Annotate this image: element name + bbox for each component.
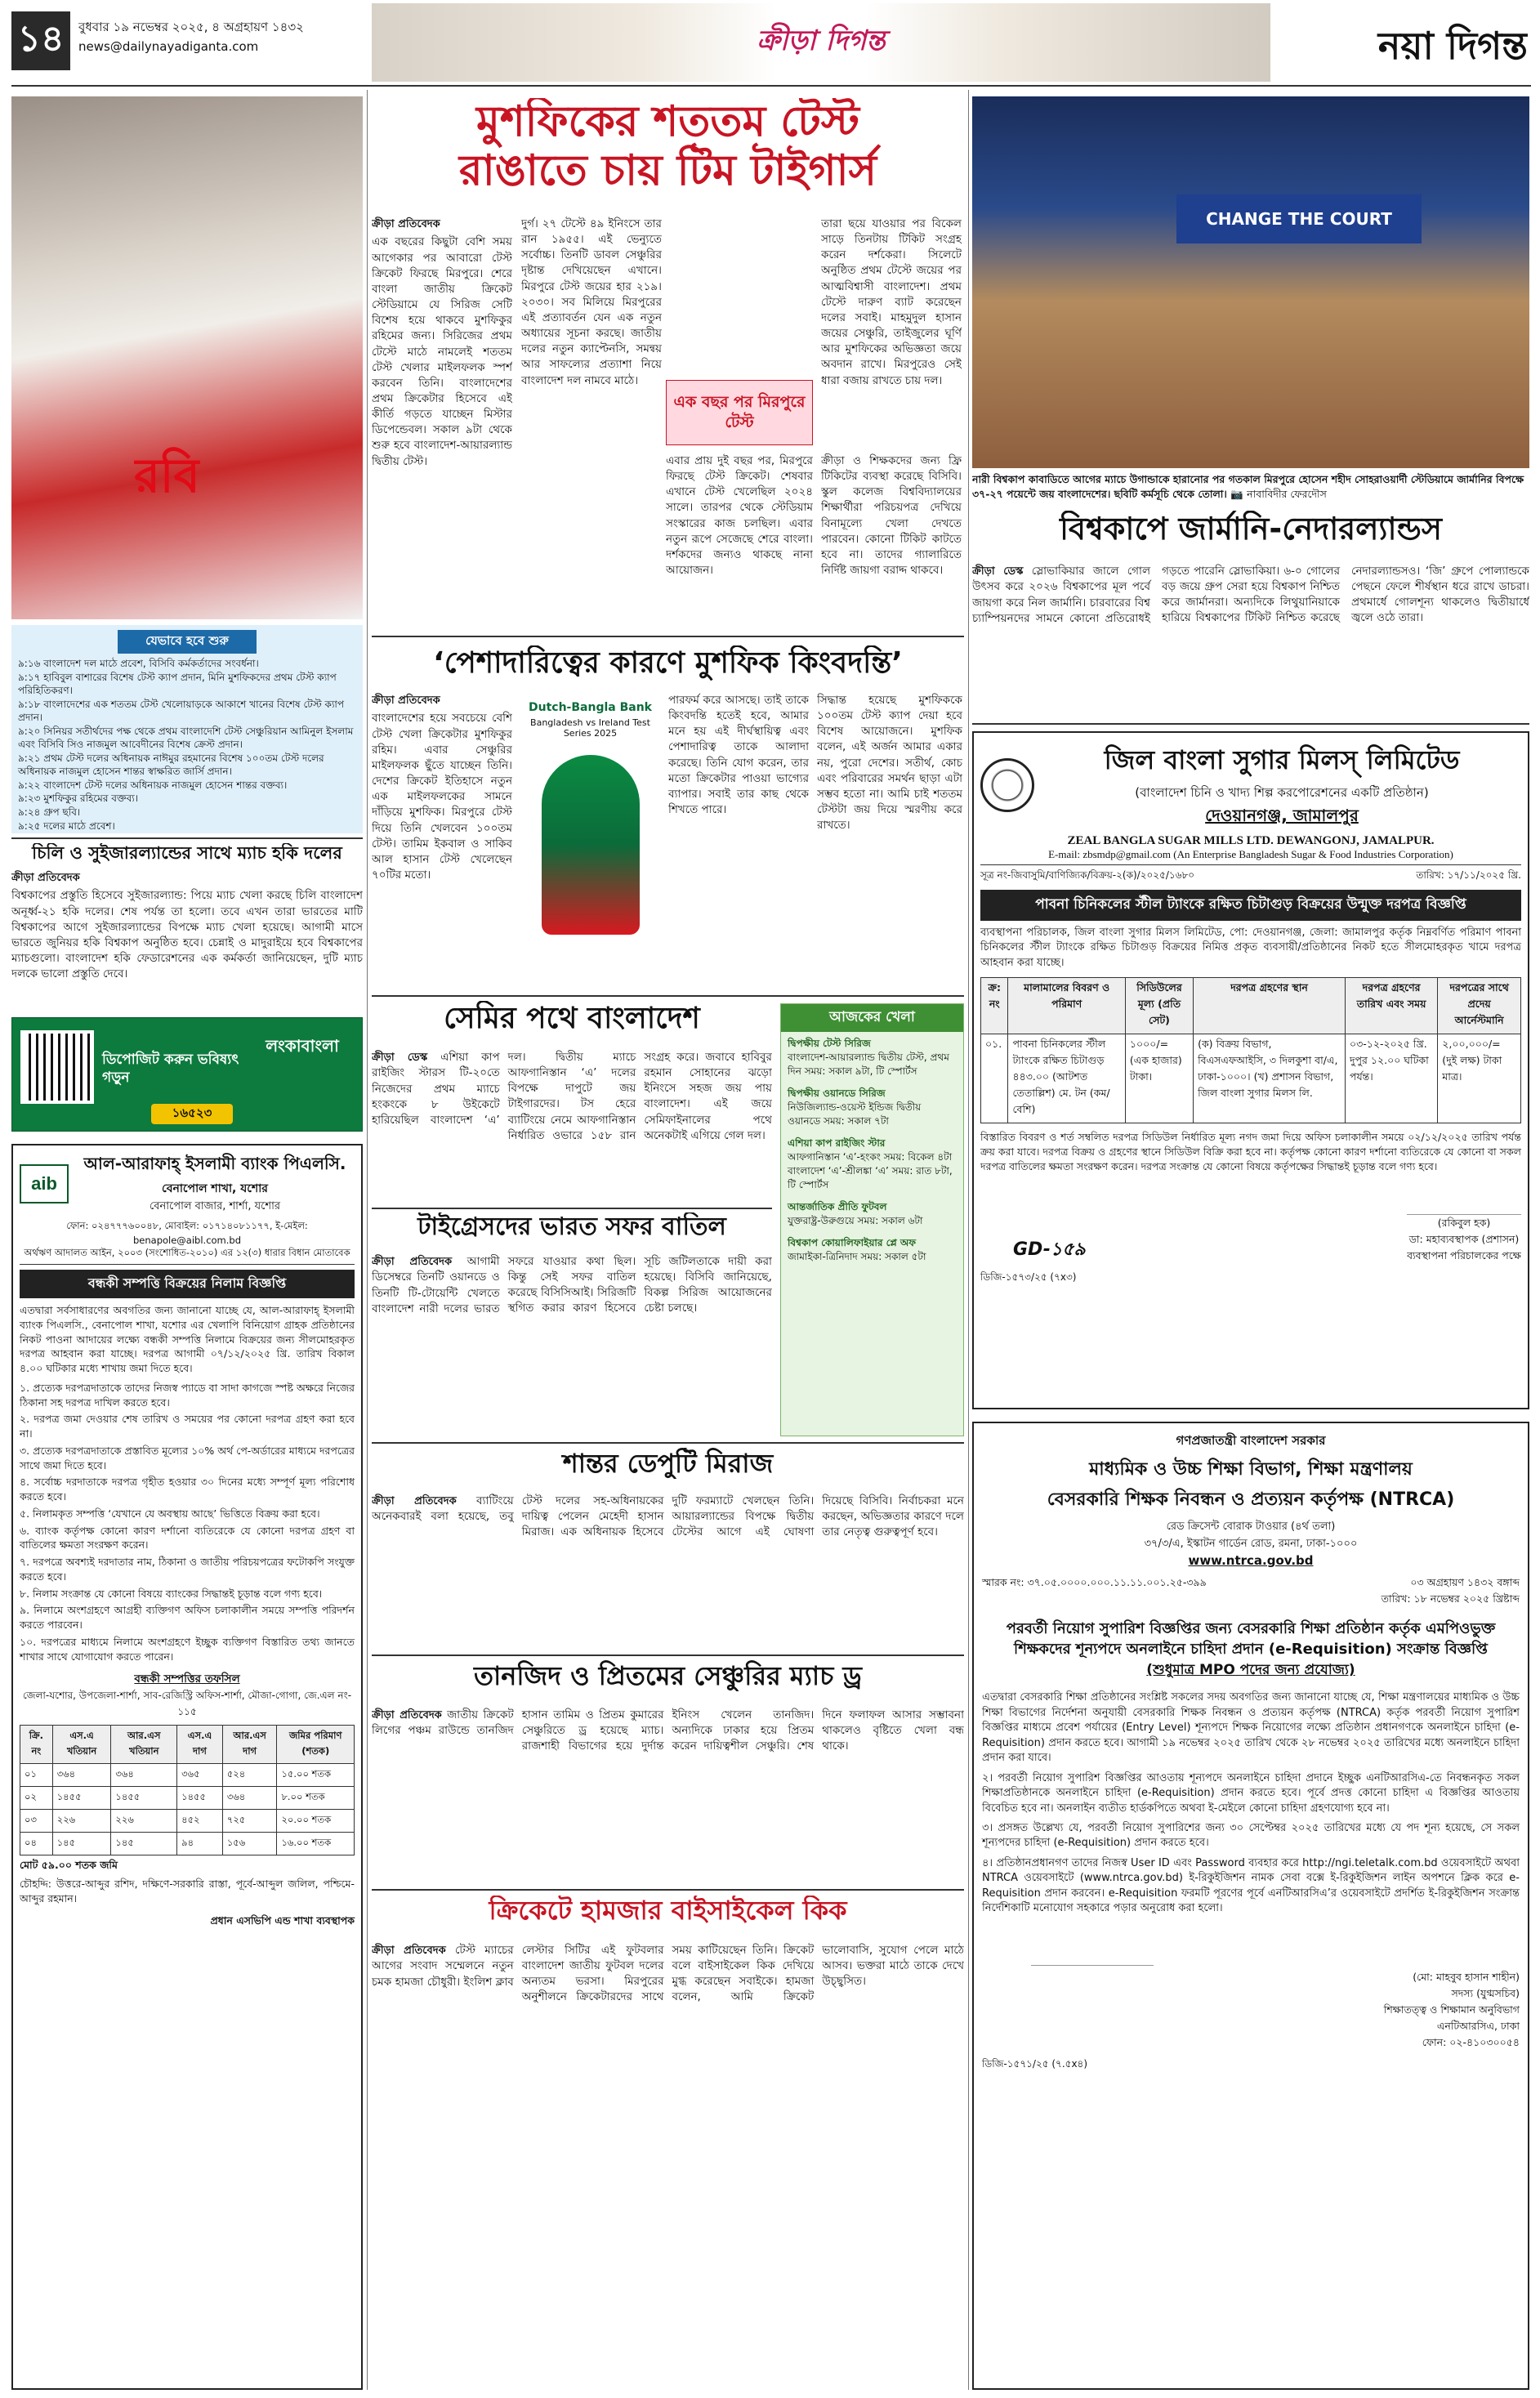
aibl-table-cell: ০৪ bbox=[20, 1833, 53, 1855]
hamza-rule bbox=[372, 1889, 964, 1891]
schedule-item bbox=[788, 1037, 957, 1078]
profession-col3-text: পারফর্ম করে আসছে। তাই তাকে কিংবদন্তি হতেই হবে, আমার মনে হয় এই দীর্ঘস্থায়িত্ব এবং পেশাদারিত্ব তাকে আলাদা করেছে। তিনি যোগ করেন, তার মতো ক্রিকেটার পাওয়া ভাগ্যের ব্যাপার। সবাই তার কাছ থেকে শিখতে পারে। bbox=[668, 694, 809, 817]
aibl-term: ৬. ব্যাংক কর্তৃপক্ষ কোনো কারণ দর্শানো ব্যতিরেকে যে কোনো দরপত্র গ্রহণ বা বাতিলের ক্ষমতা সংরক্ষণ করেন। bbox=[20, 1524, 355, 1552]
aibl-term: ৫. নিলামকৃত সম্পত্তি ‘যেখানে যে অবস্থায় আছে’ ভিত্তিতে বিক্রয় করা হবে। bbox=[20, 1507, 320, 1520]
email[interactable]: news@dailynayadiganta.com bbox=[78, 39, 259, 54]
zeal-table-header: ক্র: নং bbox=[981, 978, 1008, 1034]
hamza-body bbox=[372, 1943, 964, 2388]
aibl-table-header: আর.এস খতিয়ান bbox=[111, 1726, 177, 1764]
qr-code-icon bbox=[20, 1030, 94, 1104]
lead-col2-text: দুর্গ। ২৭ টেস্টে ৪৯ ইনিংসে তার রান ১৯৫৫। এই ভেন্যুতে সর্বোচ্চ। তিনটি ডাবল সেঞ্চুরির দৃষ্টান্ত দেখিয়েছেন এখানে। মিরপুরে টেস্ট জয়ের হার ২১৯। ২০৩০। সব মিলিয়ে মিরপুরের এই প্রত্যাবর্তন যেন এক নতুন অধ্যায়ের সূচনা করছে। জাতীয় দলের নতুন ক্যাপ্টেনসি, সমন্বয় আর সাফল্যের প্রত্যাশা নিয়ে বাংলাদেশ দল নামবে মাঠে। bbox=[521, 217, 662, 387]
aibl-table-cell: ৭২৫ bbox=[222, 1810, 277, 1833]
aibl-table-cell: ১৫.০০ শতক bbox=[277, 1764, 355, 1787]
aibl-table-cell: ৩৬৪ bbox=[222, 1787, 277, 1810]
worldcup-headline: বিশ্বকাপে জার্মানি-নেদারল্যান্ডস bbox=[1060, 511, 1442, 547]
sponsor-trophy-graphic bbox=[542, 755, 640, 935]
schedule-title: আজকের খেলা bbox=[781, 1004, 963, 1032]
lead-col4 bbox=[821, 453, 962, 629]
aibl-table-cell: ০৩ bbox=[20, 1810, 53, 1833]
schedule-item-head: এশিয়া কাপ রাইজিং স্টার bbox=[788, 1137, 886, 1150]
timeline-item: ৯:১৬ বাংলাদেশ দল মাঠে প্রবেশ, বিসিবি কর্মকর্তাদের সংবর্ধনা। bbox=[18, 658, 259, 669]
masthead bbox=[0, 0, 1540, 88]
semi-text: এশিয়া কাপ রাইজিং স্টারস টি-২০তে নিজেদের প্রথম ম্যাচে হংকংকে ৮ উইকেটে হারিয়েছিল বাংলাদেশ ‘এ’ দল। দ্বিতীয় ম্যাচে আফগানিস্তান ‘এ’ দলের বিপক্ষে দাপুটে জয় টাইগারদের। টস হেরে ব্যাটিংয়ে নেমে আফগানিস্তান নির্ধারিত ওভারে ১৫৮ রান সংগ্রহ করে। জবাবে হাবিবুর রহমান সোহানের ঝড়ো ইনিংসে সহজ জয় পায় বাংলাদেশ। এই জয়ে সেমিফাইনালের পথে অনেকটাই এগিয়ে গেল দল। bbox=[372, 1051, 772, 1142]
aibl-branch: বেনাপোল শাখা, যশোর bbox=[162, 1182, 268, 1195]
sponsor-subtitle: Bangladesh vs Ireland Test Series 2025 bbox=[530, 717, 650, 739]
tanzid-rule bbox=[372, 1654, 964, 1656]
schedule-item-body: জামাইকা-ত্রিনিদাদ সময়: সকাল ৫টা bbox=[788, 1251, 926, 1263]
aibl-table-cell: ১৪৫৫ bbox=[111, 1787, 177, 1810]
aibl-table-cell: ৫২৪ bbox=[222, 1764, 277, 1787]
profession-col1 bbox=[372, 693, 512, 987]
tanzid-headline: তানজিদ ও প্রিতমের সেঞ্চুরির ম্যাচ ড্র bbox=[473, 1660, 863, 1691]
zeal-date: তারিখ: ১৭/১১/২০২৫ খ্রি. bbox=[1416, 869, 1521, 881]
camera-icon: 📷 bbox=[1230, 487, 1243, 500]
worldcup-byline: ক্রীড়া ডেস্ক bbox=[972, 565, 1024, 578]
aibl-schedule-sub: জেলা-যশোর, উপজেলা-শার্শা, সাব-রেজিস্ট্রি অফিস-শার্শা, মৌজা-গোগা, জে.এল নং- ১১৫ bbox=[22, 1690, 352, 1718]
zeal-signer-title1: ডা: মহাব্যবস্থাপক (প্রশাসন) bbox=[1408, 1232, 1520, 1245]
sponsor-name: Dutch-Bangla Bank bbox=[529, 701, 652, 714]
hamza-text: টেস্ট ম্যাচের আগের সংবাদ সম্মেলনে নতুন চমক হামজা চৌধুরী। ইংলিশ ক্লাব লেস্টার সিটির এই ফুটবলার বাংলাদেশ জাতীয় ফুটবল দলের অন্যতম ভরসা। মিরপুরের অনুশীলনে ক্রিকেটারদের সাথে সময় কাটিয়েছেন তিনি। ক্রিকেট বলে বাইসাইকেল কিক দেখিয়ে মুগ্ধ করেছেন সবাইকে। হামজা বলেন, আমি ক্রিকেট ভালোবাসি, সুযোগ পেলে মাঠে আসব। ভক্তরা মাঠে তাকে দেখে উচ্ছ্বসিত। bbox=[372, 1944, 964, 2004]
aibl-term: ৯. নিলামে অংশগ্রহণে আগ্রহী ব্যক্তিগণ অফিস চলাকালীন সময়ে সম্পত্তি পরিদর্শন করতে পারবেন। bbox=[20, 1604, 355, 1631]
kabaddi-caption-text: নারী বিশ্বকাপ কাবাডিতে আগের ম্যাচে উগান্ডাকে হারানোর পর গতকাল মিরপুরে হোসেন শহীদ সোহরাওয়ার্দী স্টেডিয়ামে জার্মানির বিপক্ষে ৩৭-২৭ পয়েন্টে জয় বাংলাদেশের। ছবিটি কর্মসূচি থেকে তোলা। bbox=[972, 473, 1524, 500]
aibl-table-header: জমির পরিমাণ (শতক) bbox=[277, 1726, 355, 1764]
hockey-body bbox=[11, 870, 363, 1009]
zeal-table-header: দরপত্র গ্রহণের স্থান bbox=[1194, 978, 1346, 1034]
ntrca-address2: ৩৭/৩/এ, ইস্কাটন গার্ডেন রোড, রমনা, ঢাকা-১০০০ bbox=[1144, 1538, 1358, 1550]
profession-rule bbox=[372, 636, 964, 637]
aibl-table-cell: ৩৬৪ bbox=[52, 1764, 111, 1787]
aibl-ad bbox=[11, 1144, 363, 2390]
schedule-box bbox=[780, 1003, 964, 1436]
deputy-text: ব্যাটিংয়ে অনেকবারই বলা হয়েছে, তবু টেস্ট দলের সহ-অধিনায়কের দায়িত্ব পেলেন মেহেদী হাসান মিরাজ। এক অধিনায়ক হিসেবে দুটি ফরম্যাটে খেলছেন তিনি। আয়ারল্যান্ডের বিপক্ষে দ্বিতীয় টেস্টের আগে এই ঘোষণা দিয়েছে বিসিবি। নির্বাচকরা মনে করছেন, অভিজ্ঞতার কারণে দলে তার নেতৃত্ব গুরুত্বপূর্ণ হবে। bbox=[372, 1494, 964, 1539]
zeal-table-header: সিডিউলের মূল্য (প্রতি সেট) bbox=[1125, 978, 1193, 1034]
aibl-table-header: এস.এ দাগ bbox=[177, 1726, 223, 1764]
aibl-table-cell: ১৪৫৫ bbox=[52, 1787, 111, 1810]
table-row bbox=[20, 1764, 355, 1787]
worldcup-rule bbox=[972, 723, 1529, 725]
ntrca-address1: রেড ক্রিসেন্ট বোরাক টাওয়ার (৪র্থ তলা) bbox=[1166, 1521, 1336, 1533]
column-divider bbox=[367, 90, 368, 2390]
worldcup-text: স্লোভাকিয়ার জালে গোল উৎসব করে ২০২৬ বিশ্বকাপের মূল পর্বে জায়গা করে নিল জার্মানি। চারবারের বিশ্ব চ্যাম্পিয়নদের সামনে কোনো প্রতিরোধই গড়তে পারেনি স্লোভাকিয়া। ৬-০ গোলের বড় জয়ে গ্রুপ সেরা হয়ে বিশ্বকাপ নিশ্চিত করে জার্মানরা। অন্যদিকে লিথুয়ানিয়াকে হারিয়ে বিশ্বকাপের টিকিট নিশ্চিত করেছে নেদারল্যান্ডসও। ‘জি’ গ্রুপে পোল্যান্ডকে পেছনে ফেলে শীর্ষস্থান ধরে রাখে ডাচরা। প্রথমার্ধে গোলশূন্য থাকলেও দ্বিতীয়ার্ধে জ্বলে ওঠে তারা। bbox=[972, 565, 1529, 625]
aibl-body: এতদ্বারা সর্বসাধারণের অবগতির জন্য জানানো যাচ্ছে যে, আল-আরাফাহ্ ইসলামী ব্যাংক পিএলসি., বেনাপোল শাখা, যশোর এর খেলাপি বিনিয়োগ গ্রাহক প্রতিষ্ঠানের নিকট পাওনা আদায়ের লক্ষ্যে বন্ধকী সম্পত্তি নিলামে বিক্রয়ের জন্য সীলমোহরকৃত দরপত্র আহবান করা যাচ্ছে। দরপত্র আগামী ০৭/১২/২০২৫ খ্রি. তারিখ বিকাল ৪.০০ ঘটিকার মধ্যে শাখায় জমা দিতে হবে। bbox=[20, 1304, 355, 1374]
lead-byline: ক্রীড়া প্রতিবেদক bbox=[372, 218, 440, 230]
aibl-table-header: আর.এস দাগ bbox=[222, 1726, 277, 1764]
semi-body bbox=[372, 1050, 772, 1201]
aibl-table-cell: ৮.০০ শতক bbox=[277, 1787, 355, 1810]
tanzid-text: জাতীয় ক্রিকেট লিগের পঞ্চম রাউন্ডে তানজিদ হাসান তামিম ও প্রিতম কুমারের সেঞ্চুরিতে ড্র হয়েছে ম্যাচ। রাজশাহী বিভাগের হয়ে দুর্দান্ত ইনিংস খেলেন তানজিদ। অন্যদিকে ঢাকার হয়ে প্রিতম করেন দায়িত্বশীল সেঞ্চুরি। শেষ দিনে ফলাফল আসার সম্ভাবনা থাকলেও বৃষ্টিতে খেলা বন্ধ থাকে। bbox=[372, 1708, 964, 1753]
zeal-signature bbox=[1407, 1194, 1521, 1215]
ntrca-para1: এতদ্বারা বেসরকারি শিক্ষা প্রতিষ্ঠানের সংশ্লিষ্ট সকলের সদয় অবগতির জন্য জানানো যাচ্ছে যে, শিক্ষা মন্ত্রণালয়ের মাধ্যমিক ও উচ্চ শিক্ষা বিভাগের নির্দেশনা অনুযায়ী বেসরকারি শিক্ষক নিবন্ধন ও প্রত্যয়ন কর্তৃপক্ষ (NTRCA) কর্তৃক পরবর্তী নিয়োগ সুপারিশ বিজ্ঞপ্তির মাধ্যমে প্রবেশ পর্যায়ের (Entry Level) শূন্যপদে শিক্ষক নিয়োগের লক্ষ্যে প্রতিষ্ঠান প্রধানগণকে অনলাইনে চাহিদা (e-Requisition) প্রদান করতে হবে। আগামী ১৯ নভেম্বর ২০২৫ তারিখ থেকে ২৮ নভেম্বর ২০২৫ তারিখের মধ্যে অনলাইনে চাহিদা প্রদান করা যাবে। bbox=[982, 1691, 1520, 1765]
ntrca-date-en: ১৮ নভেম্বর ২০২৫ খ্রিষ্টাব্দ bbox=[1413, 1592, 1520, 1605]
ntrca-para3: ৩। প্রসঙ্গত উল্লেখ্য যে, পরবর্তী নিয়োগ সুপারিশের জন্য ৩০ সেপ্টেম্বর ২০২৫ তারিখের মধ্যে যে পদ শূন্য হয়েছে, সে সকল শূন্যপদের চাহিদা (e-Requisition) প্রদান করতে হবে। bbox=[982, 1822, 1520, 1850]
lead-headline-line1: মুশফিকের শততম টেস্ট bbox=[476, 98, 859, 146]
ntrca-dfp: ডিজি-১৫৭১/২৫ (৭.৫x৪) bbox=[982, 2057, 1088, 2070]
table-row bbox=[20, 1810, 355, 1833]
schedule-item-head: বিশ্বকাপ কোয়ালিফাইয়ার প্লে অফ bbox=[788, 1237, 917, 1249]
ntrca-signature bbox=[1031, 1933, 1154, 1966]
zeal-table-cell: ০৩-১২-২০২৫ খ্রি. দুপুর ১২.০০ ঘটিকা পর্যন্ত। bbox=[1345, 1034, 1437, 1123]
hockey-byline: ক্রীড়া প্রতিবেদক bbox=[11, 872, 80, 884]
aibl-table-cell: ১৪৫ bbox=[111, 1833, 177, 1855]
aibl-logo-icon: aib bbox=[20, 1164, 69, 1203]
zeal-terms: বিস্তারিত বিবরণ ও শর্ত সম্বলিত দরপত্র সিডিউল নির্ধারিত মূল্য নগদ জমা দিয়ে অফিস চলাকালীন সময়ে ০২/১২/২০২৫ তারিখ পর্যন্ত ক্রয় করা যাবে। দরপত্র বিক্রয় ও গ্রহণের স্থানে সিডিউল বিক্রি করা হবে না। কর্তৃপক্ষ কোনো কারণ দর্শানো ব্যতিরেকে যে কোনো বা সকল দরপত্র বাতিলের ক্ষমতা সংরক্ষণ করেন। দরপত্র সংক্রান্ত যে কোনো বিষয়ে কর্তৃপক্ষের সিদ্ধান্তই চূড়ান্ত বলে গণ্য হবে। bbox=[980, 1131, 1521, 1172]
zeal-emblem-icon bbox=[980, 758, 1034, 812]
aibl-table-cell: ১৫৬ bbox=[222, 1833, 277, 1855]
aibl-law-line: অর্থঋণ আদালত আইন, ২০০৩ (সংশোধিত-২০১০) এর ১২(৩) ধারার বিধান মোতাবেক bbox=[20, 1246, 355, 1265]
hockey-text: বিশ্বকাপের প্রস্তুতি হিসেবে সুইজারল্যান্ড: পিয়ে ম্যাচ খেলা করছে চিলি বাংলাদেশ অনূর্ধ্ব-২১ হকি দলের। শেষ পর্যন্ত তা হলো। তবে এখন তারা ভারতের মাটি বিশ্বকাপের আগে সুইজারল্যান্ডের বিপক্ষে ম্যাচ খেলা হয়েছে। আগামী মাসে ভারতে জুনিয়র হকি বিশ্বকাপ অনুষ্ঠিত হবে। চেন্নাই ও মাদুরাইয়ে হবে বিশ্বকাপের ম্যাচগুলো। বাংলাদেশ হকি ফেডারেশনের এক কর্মকর্তা জানিয়েছেন, দুটি ম্যাচ দলকে ভালো প্রস্তুতি দেবে। bbox=[11, 889, 363, 981]
zeal-table-header: মালামালের বিবরণ ও পরিমাণ bbox=[1008, 978, 1125, 1034]
table-row bbox=[20, 1787, 355, 1810]
date-line: বুধবার ১৯ নভেম্বর ২০২৫, ৪ অগ্রহায়ণ ১৪৩২ bbox=[78, 20, 304, 34]
zeal-subtitle: (বাংলাদেশ চিনি ও খাদ্য শিল্প করপোরেশনের একটি প্রতিষ্ঠান) bbox=[1135, 785, 1429, 800]
ntrca-signer-title3: এনটিআরসিএ, ঢাকা bbox=[1436, 2019, 1520, 2032]
deputy-headline: শান্তর ডেপুটি মিরাজ bbox=[562, 1448, 774, 1479]
schedule-item bbox=[788, 1236, 957, 1264]
schedule-list bbox=[781, 1032, 963, 1277]
aibl-term: ৪. সর্বোচ্চ দরদাতাকে দরপত্র গৃহীত হওয়ার ৩০ দিনের মধ্যে সম্পূর্ণ মূল্য পরিশোধ করতে হবে। bbox=[20, 1476, 355, 1503]
tigress-rule bbox=[372, 1208, 772, 1209]
tigress-byline: ক্রীড়া প্রতিবেদক bbox=[372, 1256, 453, 1268]
ntrca-para2: ২। পরবর্তী নিয়োগ সুপারিশ বিজ্ঞপ্তির আওতায় শূন্যপদে অনলাইনে চাহিদা প্রদানে ইচ্ছুক এনটিআরসিএ-তে নিবন্ধনকৃত সকল শিক্ষাপ্রতিষ্ঠানকে অনলাইনে চাহিদা (e-Requisition) প্রদান করতে হবে। পূর্বে প্রদত্ত কোনো চাহিদা এ বিজ্ঞপ্তির আওতায় বিবেচিত হবে না। অনলাইন ব্যতীত হার্ডকপিতে অথবা ই-মেইলে কোনো চাহিদা গ্রহণযোগ্য হবে না। bbox=[982, 1771, 1520, 1815]
ntrca-date-bn: ০৩ অগ্রহায়ণ ১৪৩২ বঙ্গাব্দ bbox=[1410, 1576, 1520, 1588]
lead-note-text-block bbox=[666, 453, 813, 629]
aibl-address: বেনাপোল বাজার, শার্শা, যশোর bbox=[149, 1200, 280, 1212]
aibl-table-cell: ০২ bbox=[20, 1787, 53, 1810]
timeline-item: ৯:১৭ হাবিবুল বাশারের বিশেষ টেস্ট ক্যাপ প্রদান, মিনি মুশফিকদের প্রথম টেস্ট ক্যাপ পরিহিতিকরণ। bbox=[18, 671, 337, 697]
schedule-item bbox=[788, 1087, 957, 1128]
zeal-office-code: GD-১৫৯ bbox=[1013, 1239, 1086, 1260]
zeal-table-cell: পাবনা চিনিকলের স্টীল ট্যাংকে রক্ষিত চিটাগুড় ৪৪৩.০০ (আটশত তেতাল্লিশ) মে. টন (কম/বেশি) bbox=[1008, 1034, 1125, 1123]
zeal-english-contact: E-mail: zbsmdp@gmail.com (An Enterprise Bangladesh Sugar & Food Industries Corporation) bbox=[980, 848, 1521, 865]
schedule-item-body: বাংলাদেশ-আয়ারল্যান্ড দ্বিতীয় টেস্ট, প্রথম দিন সময়: সকাল ৯টা, টি স্পোর্টস bbox=[788, 1052, 949, 1078]
ntrca-signer-title1: সদস্য (যুগ্মসচিব) bbox=[1451, 1986, 1520, 1999]
lead-note-box bbox=[666, 380, 813, 445]
semi-byline: ক্রীড়া ডেস্ক bbox=[372, 1052, 428, 1064]
timeline-item: ৯:১৮ বাংলাদেশের এক শততম টেস্ট খেলোয়াড়কে আকাশে খানের বিশেষ টেস্ট ক্যাপ প্রদান। bbox=[18, 698, 345, 724]
hamza-byline: ক্রীড়া প্রতিবেদক bbox=[372, 1945, 446, 1957]
timeline-item: ৯:২৫ দলের মাঠে প্রবেশ। bbox=[18, 819, 115, 832]
zeal-signer-name: (রকিবুল হক) bbox=[1437, 1216, 1491, 1229]
profession-byline: ক্রীড়া প্রতিবেদক bbox=[372, 694, 440, 707]
profession-col3 bbox=[668, 693, 809, 987]
masthead-rule bbox=[11, 85, 1531, 87]
aibl-table-cell: ৯৪ bbox=[177, 1833, 223, 1855]
lead-col1 bbox=[372, 217, 512, 625]
ntrca-subhead: (শুধুমাত্র MPO পদের জন্য প্রযোজ্য) bbox=[1146, 1662, 1355, 1679]
ntrca-signer-phone: ফোন: ০২-৪১০৩০০৫৪ bbox=[1422, 2035, 1520, 2048]
jersey-logo-robi: রবি bbox=[134, 448, 200, 503]
aibl-term: ১. প্রত্যেক দরপত্রদাতাকে তাদের নিজস্ব প্যাডে বা সাদা কাগজে স্পষ্ট অক্ষরে নিজের ঠিকানা সহ দরপত্র দাখিল করতে হবে। bbox=[20, 1381, 355, 1409]
aibl-schedule-table bbox=[20, 1725, 355, 1855]
tigress-headline: টাইগ্রেসদের ভারত সফর বাতিল bbox=[417, 1212, 726, 1241]
aibl-schedule-title: বন্ধকী সম্পত্তির তফসিল bbox=[134, 1672, 240, 1686]
aibl-table-cell: ৩৬৫ bbox=[177, 1764, 223, 1787]
deputy-body bbox=[372, 1494, 964, 1649]
aibl-term: ৮. নিলাম সংক্রান্ত যে কোনো বিষয়ে ব্যাংকের সিদ্ধান্তই চূড়ান্ত বলে গণ্য হবে। bbox=[20, 1587, 323, 1600]
aibl-table-cell: ৪৫২ bbox=[177, 1810, 223, 1833]
lead-col3-text: তারা ছয়ে যাওয়ার পর বিকেল সাড়ে তিনটায় টিকিট সংগ্রহ করেন দর্শকেরা। সিলেটে অনুষ্ঠিত প্রথম টেস্টে জয়ের পর আত্মবিশ্বাসী বাংলাদেশ। প্রথম টেস্টে দারুণ ব্যাট করেছেন দলের সবাই। মাহমুদুল হাসান জয়ের সেঞ্চুরি, তাইজুলের ঘূর্ণি আর মুশফিকের অভিজ্ঞতা জয়ে অবদান রাখে। মিরপুরেও সেই ধারা বজায় রাখতে চায় দল। bbox=[821, 217, 962, 387]
ntrca-authority: বেসরকারি শিক্ষক নিবন্ধন ও প্রত্যয়ন কর্তৃপক্ষ (NTRCA) bbox=[1047, 1489, 1455, 1510]
zeal-title: জিল বাংলা সুগার মিলস্ লিমিটেড bbox=[1104, 744, 1460, 775]
ntrca-gov: গণপ্রজাতন্ত্রী বাংলাদেশ সরকার bbox=[1176, 1433, 1326, 1448]
lead-col3 bbox=[821, 217, 962, 445]
aibl-notice-head: বন্ধকী সম্পত্তি বিক্রয়ের নিলাম বিজ্ঞপ্তি bbox=[20, 1270, 355, 1298]
section-banner bbox=[372, 3, 1270, 82]
aibl-table-cell: ১৪৫ bbox=[52, 1833, 111, 1855]
zeal-table-cell: ০১. bbox=[981, 1034, 1008, 1123]
ntrca-ministry: মাধ্যমিক ও উচ্চ শিক্ষা বিভাগ, শিক্ষা মন্ত্রণালয় bbox=[1089, 1459, 1413, 1480]
tigress-body bbox=[372, 1254, 772, 1434]
aibl-boundary: চৌহদ্দি: উত্তরে-আব্দুর রশিদ, দক্ষিণে-সরকারি রাস্তা, পূর্বে-আব্দুল জলিল, পশ্চিমে-আব্দুর রহমান। bbox=[20, 1878, 355, 1905]
zeal-intro: ব্যবস্থাপনা পরিচালক, জিল বাংলা সুগার মিলস লিমিটেড, পো: দেওয়ানগঞ্জ, জেলা: জামালপুর কর্তৃক নিম্নবর্ণিত পরিমাণ পাবনা চিনিকলের স্টীল ট্যাংকে রক্ষিত চিটাগুড় বিক্রয়ের নিমিত্ত প্রকৃত ব্যবসায়ী/প্রতিষ্ঠানের নিকট হতে সীলমোহরকৃত খামে দরপত্র আহবান করা যাচ্ছে। bbox=[980, 927, 1521, 969]
lead-headline bbox=[372, 98, 964, 196]
semi-headline: সেমির পথে বাংলাদেশ bbox=[444, 1002, 700, 1035]
schedule-item-body: যুক্তরাষ্ট্র-উরুগুয়ে সময়: সকাল ৬টা bbox=[788, 1215, 923, 1227]
zeal-table-cell: (ক) বিক্রয় বিভাগ, বিএসএফআইসি, ৩ দিলকুশা বা/এ, ঢাকা-১০০০। (খ) প্রশাসন বিভাগ, জিল বাংলা সুগার মিলস লি. bbox=[1194, 1034, 1346, 1123]
table-row bbox=[20, 1833, 355, 1855]
newspaper-logo[interactable]: নয়া দিগন্ত bbox=[1377, 24, 1528, 68]
zeal-signer-title2: ব্যবস্থাপনা পরিচালকের পক্ষে bbox=[1407, 1248, 1521, 1262]
zeal-table-cell: ১০০০/= (এক হাজার) টাকা। bbox=[1125, 1034, 1193, 1123]
deputy-byline: ক্রীড়া প্রতিবেদক bbox=[372, 1495, 457, 1507]
ntrca-website[interactable]: www.ntrca.gov.bd bbox=[1188, 1553, 1314, 1568]
lead-note-headline: এক বছর পর মিরপুরে টেস্ট bbox=[673, 393, 806, 431]
aibl-table-cell: ১৪৫৫ bbox=[177, 1787, 223, 1810]
lead-headline-line2: রাঙাতে চায় টিম টাইগার্স bbox=[459, 145, 877, 195]
timeline-item: ৯:২৩ মুশফিকুর রহিমের বক্তব্য। bbox=[18, 793, 139, 805]
zeal-location: দেওয়ানগঞ্জ, জামালপুর bbox=[1205, 806, 1359, 825]
lankabangla-headline: ডিপোজিট করুন ভবিষ্যৎ গড়ুন bbox=[102, 1052, 239, 1087]
kabaddi-photo-credit: নাবাবিদীর ফেরদৌস bbox=[1247, 487, 1327, 500]
semi-rule bbox=[372, 995, 964, 997]
tanzid-byline: ক্রীড়া প্রতিবেদক bbox=[372, 1709, 442, 1721]
timeline-list bbox=[11, 657, 363, 833]
ntrca-signer-name: (মো: মাহবুব হাসান শাহীন) bbox=[1413, 1970, 1520, 1983]
aibl-title: আল-আরাফাহ্ ইসলামী ব্যাংক পিএলসি. bbox=[83, 1154, 346, 1173]
hockey-headline: চিলি ও সুইজারল্যান্ডের সাথে ম্যাচ হকি দলের bbox=[32, 843, 342, 863]
ntrca-memo: স্মারক নং: ৩৭.০৫.০০০০.০০০.১১.১১.০০১.২৫-৩৯৯ bbox=[982, 1576, 1207, 1588]
lead-col4-text: ক্রীড়া ও শিক্ষকদের জন্য ফ্রি টিকিটের ব্যবস্থা করেছে বিসিবি। স্কুল কলেজ বিশ্ববিদ্যালয়ের শিক্ষার্থীরা পরিচয়পত্র দেখিয়ে বিনামূল্যে খেলা দেখতে পারবেন। কোনো টিকিট কাটতে হবে না। তাদের গ্যালারিতে নির্দিষ্ট জায়গা বরাদ্দ থাকবে। bbox=[821, 454, 962, 578]
ntrca-date-label: তারিখ: bbox=[1381, 1592, 1411, 1605]
aibl-terms bbox=[20, 1381, 355, 1664]
aibl-table-cell: ২২৬ bbox=[52, 1810, 111, 1833]
lankabangla-hotline: ১৬৫২৩ bbox=[151, 1104, 233, 1124]
zeal-table-header: দরপত্রের সাথে প্রদেয় আর্নেস্টমানি bbox=[1438, 978, 1521, 1034]
zeal-dfp: ডিজি-১৫৭৩/২৫ (৭x৩) bbox=[980, 1270, 1077, 1283]
aibl-total: মোট ৫৯.০০ শতক জমি bbox=[20, 1859, 118, 1872]
ntrca-headline: পরবর্তী নিয়োগ সুপারিশ বিজ্ঞপ্তির জন্য বেসরকারি শিক্ষা প্রতিষ্ঠান কর্তৃক এমপিওভুক্ত শিক্ষকদের শূন্যপদে অনলাইনে চাহিদা প্রদান (e-Requisition) সংক্রান্ত বিজ্ঞপ্তি bbox=[1006, 1620, 1496, 1659]
lead-note-text: এবার প্রায় দুই বছর পর, মিরপুরে ফিরছে টেস্ট ক্রিকেট। শেষবার এখানে টেস্ট খেলেছিল ২০২৪ সালে। তারপর থেকে স্টেডিয়াম সংস্কারের কাজ চলছিল। এবার নতুন রূপে সেজেছে শেরে বাংলা। দর্শকদের জন্যও থাকছে নানা আয়োজন। bbox=[666, 454, 813, 578]
zeal-ad bbox=[972, 731, 1529, 1409]
aibl-term: ৩. প্রত্যেক দরপত্রদাতাকে প্রস্তাবিত মূল্যের ১০% অর্থ পে-অর্ডারের মাধ্যমে দরপত্রের সাথে জমা দিতে হবে। bbox=[20, 1444, 355, 1471]
aibl-signer: প্রধান এসভিপি এন্ড শাখা ব্যবস্থাপক bbox=[210, 1913, 355, 1927]
zeal-ref: সূত্র নং-জিবাসুমি/বাণিজ্যিক/বিক্রয়-২(ক)/২০২৫/১৬৮০ bbox=[980, 869, 1195, 881]
aibl-phone: ফোন: ০২৪৭৭৭৬০০৪৮, মোবাইল: ০১৭১৪০৮১১৭৭, ই-মেইল: benapole@aibl.com.bd bbox=[66, 1220, 308, 1246]
schedule-item-head: আন্তর্জাতিক প্রীতি ফুটবল bbox=[788, 1201, 887, 1213]
sponsor-graphic bbox=[519, 693, 662, 987]
zeal-english-name: ZEAL BANGLA SUGAR MILLS LTD. DEWANGONJ, JAMALPUR. bbox=[1067, 834, 1435, 847]
aibl-table-cell: ২২৬ bbox=[111, 1810, 177, 1833]
kabaddi-banner: CHANGE THE COURT bbox=[1176, 194, 1422, 243]
page-number: ১৪ bbox=[17, 17, 65, 60]
ntrca-para4: ৪। প্রতিষ্ঠানপ্রধানগণ তাদের নিজস্ব User ID এবং Password ব্যবহার করে http://ngi.teletalk.com.bd ওয়েবসাইটে অথবা NTRCA ওয়েবসাইটে (www.ntrca.gov.bd) ই-রিকুইজিশন নামক সেবা বক্সে ই-রিকুইজিশন লাইন অপশনে ক্লিক করে e-Requisition প্রদান করবেন। e-Requisition ফরমটি পূরণের পূর্বে এনটিআরসিএ’র ওয়েবসাইটে প্রদর্শিত ই-রিকুইজিশন সংক্রান্ত নির্দেশিকাটি মনোযোগ সহকারে পড়ার অনুরোধ করা হলো। bbox=[982, 1856, 1520, 1915]
deputy-rule bbox=[372, 1442, 964, 1444]
profession-col4-text: সিদ্ধান্ত হয়েছে মুশফিককে ১০০তম টেস্ট ক্যাপ দেয়া হবে বিশেষ আয়োজনে। মুশফিক বলেন, এই অর্জন আমার একার নয়, পুরো দেশের। সতীর্থ, কোচ এবং পরিবারের সমর্থন ছাড়া এটা সম্ভব হতো না। আমি চাই শততম টেস্টটা জয় দিয়ে স্মরণীয় করে রাখতে। bbox=[817, 694, 962, 833]
mushfiq-photo bbox=[11, 96, 363, 619]
kabaddi-photo bbox=[972, 96, 1529, 468]
schedule-item bbox=[788, 1136, 957, 1192]
profession-col1-text: বাংলাদেশের হয়ে সবচেয়ে বেশি টেস্ট খেলা ক্রিকেটার মুশফিকুর রহিম। এবার সেঞ্চুরির মাইলফলক ছুঁতে যাচ্ছেন তিনি। দেশের ক্রিকেট ইতিহাসে নতুন এক মাইলফলকের সামনে দাঁড়িয়ে মুশফিক। মিরপুরে টেস্ট দিয়ে তিনি খেলবেন ১০০তম টেস্ট। তামিম ইকবাল ও সাকিব আল হাসান টেস্ট খেলেছেন ৭০টির মতো। bbox=[372, 712, 512, 882]
worldcup-body bbox=[972, 564, 1529, 719]
lead-col2 bbox=[521, 217, 662, 625]
timeline-item: ৯:২০ সিনিয়র সতীর্থদের পক্ষ থেকে প্রথম বাংলাদেশি টেস্ট সেঞ্চুরিয়ান আমিনুল ইসলাম এবং বিসিবি সিও নাজমুল আবেদীনের বিশেষ ক্রেস্ট প্রদান। bbox=[18, 725, 354, 751]
profession-col4 bbox=[817, 693, 962, 987]
hockey-rule bbox=[11, 837, 363, 839]
lankabangla-ad[interactable] bbox=[11, 1017, 363, 1132]
column-divider bbox=[968, 90, 969, 2390]
aibl-table-cell: ১৬.০০ শতক bbox=[277, 1833, 355, 1855]
lead-col1-text: এক বছরের কিছুটা বেশি সময় আগেকার পর আবারো টেস্ট ক্রিকেট ফিরছে মিরপুরে। শেরে বাংলা জাতীয় ক্রিকেট স্টেডিয়ামে যে সিরিজ সেটি বিশেষ হয়ে থাকবে মুশফিকুর রহিমের জন্য। সিরিজের প্রথম টেস্টে মাঠে নামলেই শততম টেস্ট খেলার মাইলফলক স্পর্শ করবেন তিনি। বাংলাদেশের প্রথম ক্রিকেটার হিসেবে এই কীর্তি গড়তে যাচ্ছেন মিস্টার ডিপেন্ডেবল। সকাল ৯টা থেকে শুরু হবে বাংলাদেশ-আয়ারল্যান্ড দ্বিতীয় টেস্ট। bbox=[372, 235, 512, 468]
aibl-table-cell: ২০.০০ শতক bbox=[277, 1810, 355, 1833]
schedule-item-head: দ্বিপক্ষীয় ওয়ানডে সিরিজ bbox=[788, 1087, 886, 1100]
timeline-item: ৯:২৪ গ্রুপ ছবি। bbox=[18, 806, 81, 819]
ntrca-ad bbox=[972, 1422, 1529, 2390]
timeline-item: ৯:২২ বাংলাদেশ টেস্ট দলের অধিনায়ক নাজমুল হোসেন শান্তর বক্তব্য। bbox=[18, 779, 288, 791]
hamza-headline: ক্রিকেটে হামজার বাইসাইকেল কিক bbox=[489, 1896, 847, 1926]
zeal-table-header: দরপত্র গ্রহণের তারিখ এবং সময় bbox=[1345, 978, 1437, 1034]
aibl-term: ৭. দরপত্রে অবশ্যই দরদাতার নাম, ঠিকানা ও জাতীয় পরিচয়পত্রের ফটোকপি সংযুক্ত করতে হবে। bbox=[20, 1556, 355, 1583]
lankabangla-brand: লংকাবাংলা bbox=[266, 1036, 339, 1056]
timeline-item: ৯:২১ প্রথম টেস্ট দলের অধিনায়ক নাঈমুর রহমানের বিশেষ ১০০তম টেস্ট দলের অধিনায়ক নাজমুল হোসেন শান্তর স্বাক্ষরিত জার্সি প্রদান। bbox=[18, 752, 324, 778]
timeline-title: যেভাবে হবে শুরু bbox=[118, 630, 257, 654]
tanzid-body bbox=[372, 1708, 964, 1883]
ntrca-signer-title2: শিক্ষাতত্ত্ব ও শিক্ষামান অনুবিভাগ bbox=[1383, 2003, 1520, 2016]
aibl-table-cell: ০১ bbox=[20, 1764, 53, 1787]
kabaddi-caption bbox=[972, 472, 1529, 501]
zeal-table bbox=[980, 977, 1521, 1123]
schedule-item bbox=[788, 1200, 957, 1228]
aibl-table-cell: ৩৬৪ bbox=[111, 1764, 177, 1787]
schedule-item-body: আফগানিস্তান ‘এ’-হংকং সময়: বিকেল ৪টা বাংলাদেশ ‘এ’-শ্রীলঙ্কা ‘এ’ সময়: রাত ৮টা, টি স্পোর্টস bbox=[788, 1151, 953, 1191]
schedule-item-head: দ্বিপক্ষীয় টেস্ট সিরিজ bbox=[788, 1038, 871, 1049]
zeal-notice-head: পাবনা চিনিকলের স্টীল ট্যাংকে রক্ষিত চিটাগুড় বিক্রয়ের উন্মুক্ত দরপত্র বিজ্ঞপ্তি bbox=[980, 890, 1521, 921]
aibl-table-header: ক্রি. নং bbox=[20, 1726, 53, 1764]
tigress-text: আগামী ডিসেম্বরে তিনটি ওয়ানডে ও তিনটি টি-টোয়েন্টি খেলতে বাংলাদেশ নারী দলের ভারত সফরে যাওয়ার কথা ছিল। কিন্তু সেই সফর বাতিল করেছে বিসিসিআই। সিরিজটি স্থগিত করার কারণ হিসেবে সূচি জটিলতাকে দায়ী করা হয়েছে। বিসিবি জানিয়েছে, বিকল্প সিরিজ আয়োজনের চেষ্টা চলছে। bbox=[372, 1255, 772, 1315]
profession-headline: ‘পেশাদারিত্বের কারণে মুশফিক কিংবদন্তি’ bbox=[433, 646, 903, 680]
timeline-box bbox=[11, 625, 363, 833]
aibl-table-header: এস.এ খতিয়ান bbox=[52, 1726, 111, 1764]
aibl-term: ১০. দরপত্রের মাধ্যমে নিলামে অংশগ্রহণে ইচ্ছুক ব্যক্তিগণ বিস্তারিত তথ্য জানতে শাখার সাথে যোগাযোগ করতে পারেন। bbox=[20, 1635, 355, 1663]
zeal-table-cell: ২,০০,০০০/= (দুই লক্ষ) টাকা মাত্র। bbox=[1438, 1034, 1521, 1123]
page-number-box bbox=[11, 11, 70, 70]
aibl-term: ২. দরপত্র জমা দেওয়ার শেষ তারিখ ও সময়ের পর কোনো দরপত্র গ্রহণ করা হবে না। bbox=[20, 1413, 355, 1440]
schedule-item-body: নিউজিল্যান্ড-ওয়েস্ট ইন্ডিজ দ্বিতীয় ওয়ানডে সময়: সকাল ৭টা bbox=[788, 1101, 922, 1128]
section-title: ক্রীড়া দিগন্ত bbox=[757, 25, 886, 57]
